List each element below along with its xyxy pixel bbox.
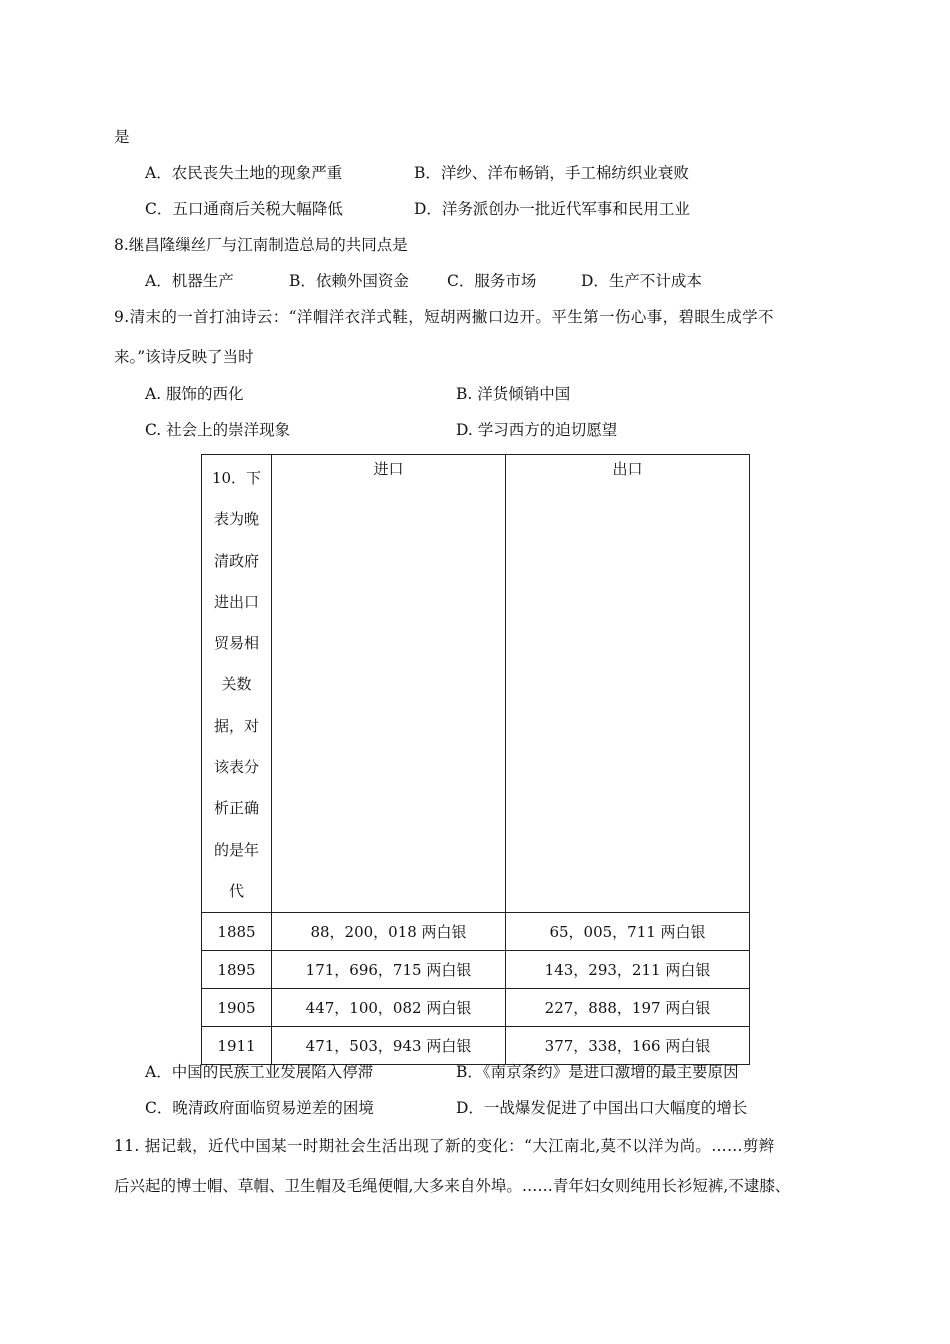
q10-option-d: D．一战爆发促进了中国出口大幅度的增长 [456, 1099, 748, 1117]
q8-option-b: B．依赖外国资金 [289, 272, 409, 290]
column-header-import: 进口 [272, 455, 506, 913]
q8-stem: 8.继昌隆缫丝厂与江南制造总局的共同点是 [114, 236, 408, 254]
q7-option-b: B．洋纱、洋布畅销，手工棉纺织业衰败 [414, 164, 689, 182]
table-row [202, 989, 750, 1027]
q9-stem-line2: 来。”该诗反映了当时 [114, 348, 254, 366]
column-header-export: 出口 [506, 455, 750, 913]
q10-option-b: B．《南京条约》是进口激增的最主要原因 [456, 1063, 739, 1081]
q11-stem-line1: 11. 据记载，近代中国某一时期社会生活出现了新的变化：“大江南北,莫不以洋为尚。……剪辫 [114, 1137, 775, 1155]
cell-import: 447，100，082 两白银 [272, 989, 506, 1027]
q9-option-b: B. 洋货倾销中国 [456, 385, 571, 403]
q10-option-a: A．中国的民族工业发展陷入停滞 [145, 1063, 374, 1081]
cell-export: 227，888，197 两白银 [506, 989, 750, 1027]
cell-import: 471，503，943 两白银 [272, 1027, 506, 1065]
table-row [202, 1027, 750, 1065]
q9-option-a: A. 服饰的西化 [145, 385, 244, 403]
q7-option-d: D．洋务派创办一批近代军事和民用工业 [414, 200, 690, 218]
question-7-stem-tail: 是 [114, 128, 130, 146]
q7-option-a: A．农民丧失土地的现象严重 [145, 164, 343, 182]
q8-option-d: D．生产不计成本 [581, 272, 702, 290]
q8-option-a: A．机器生产 [145, 272, 234, 290]
cell-year: 1905 [202, 989, 272, 1027]
cell-export: 377，338，166 两白银 [506, 1027, 750, 1065]
table-header-row [202, 455, 750, 913]
q9-stem-line1: 9.清末的一首打油诗云：“洋帽洋衣洋式鞋，短胡两撇口边开。平生第一伤心事，碧眼生成学不 [114, 308, 774, 326]
q10-option-c: C．晚清政府面临贸易逆差的困境 [145, 1099, 374, 1117]
q9-option-d: D. 学习西方的迫切愿望 [456, 421, 618, 439]
cell-year: 1895 [202, 951, 272, 989]
cell-import: 171，696，715 两白银 [272, 951, 506, 989]
q9-option-c: C. 社会上的崇洋现象 [145, 421, 291, 439]
q8-option-c: C．服务市场 [447, 272, 537, 290]
cell-year: 1885 [202, 913, 272, 951]
trade-data-table [201, 454, 750, 1065]
q10-stem-cell [202, 455, 272, 913]
cell-import: 88，200，018 两白银 [272, 913, 506, 951]
table-row [202, 951, 750, 989]
cell-export: 143，293，211 两白银 [506, 951, 750, 989]
q10-stem: 10．下表为晚清政府进出口贸易相关数据，对该表分析正确的是年代 [211, 469, 262, 900]
table-row [202, 913, 750, 951]
cell-year: 1911 [202, 1027, 272, 1065]
q7-option-c: C．五口通商后关税大幅降低 [145, 200, 343, 218]
q11-stem-line2: 后兴起的博士帽、草帽、卫生帽及毛绳便帽,大多来自外埠。……青年妇女则纯用长衫短裤,不逮膝、 [114, 1177, 791, 1195]
cell-export: 65，005，711 两白银 [506, 913, 750, 951]
